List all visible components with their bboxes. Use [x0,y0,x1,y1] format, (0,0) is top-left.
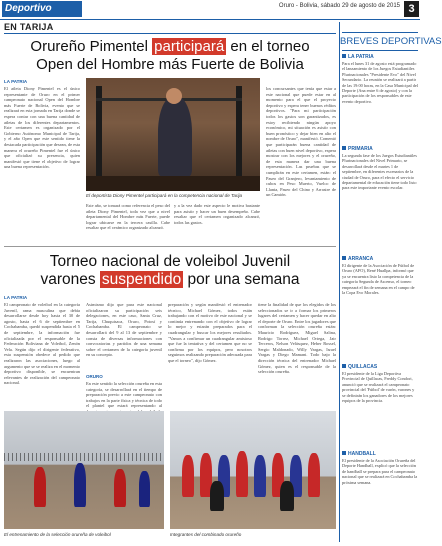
brief-head: ARRANCA [342,256,373,262]
bullet-square-icon [342,364,346,368]
brief-head: LA PATRIA [342,54,374,60]
article-column: El atleta Diony Pimentel es el único representante de Oruro en el primer campeonato nacional Open del Hombre más Fuerte de Bolivia, evento que se realizará en esta jornada en Tarija donde se espera contar con una buena cantidad de atletas de los diferentes departamentos. Este certamen es organizado por el Gobierno Autónomo Municipal de Tarija, y el año Open que este sentido tiene la destacada participación que desean, de esta manera el orureño Pimentel fue el único que oficializó su presencia, quien manifestó que tiene el objetivo de lograr una buena representación. [4,86,80,170]
bullet-square-icon [342,146,346,150]
headline-strongman-line2: Open del Hombre más Fuerte de Bolivia [36,56,304,73]
photo-caption: Integrantes del combinado orureño [170,532,242,537]
sidebar-title-rule [342,50,418,51]
photo-player [139,471,150,507]
bullet-square-icon [342,451,346,455]
article-column: Asimismo dijo que para este nacional oficializaron su participación seis delegaciones, en este caso, Santa Cruz, Tarija, Chuquisaca, Oruro, Potosí y Cochabamba. El campeonato se desarrollará del 9 al 13 de septiembre y consta de diversas informaciones con convocatorias y partidos de una semana sobre el certamen de la categoría juvenil en su concepto. [86,302,162,358]
byline: LA PATRIA [4,79,28,84]
dateline: Oruro - Bolivia, sábado 29 de agosto de 2015 [278,3,400,9]
subhead-oruro: ORURO [86,374,103,379]
bullet-square-icon [342,256,346,260]
page-header [0,0,420,20]
photo-athlete-head [166,88,182,104]
article-column: los concursantes que tenía que estar a este nacional que puede estar en al momento para el que el proyecto deportivo y espera tener buenos réditos deportivos. "Para mi participación todos los gastos son garantizados, es estoy recibiendo ningún apoyo económico, mi situación es asistir con buen pronóstico y dejar bien en alto el nombre de Oruro", manifestó. Comentó que participarán buena cantidad de atletas con buen nivel deportivo, espera mostrar con los mejores y el orureño, de esta manera dar una buena representación. Las pruebas que se cumplirán en este certamen, están: el Paseo del Granjero, levantamiento de cubos en Peso Muerto, Vuelco de Llanta, Paseo del Chino y Arrastre de un Camión. [266,86,336,198]
headline-volleyball-line2: varones suspendido por una semana [40,271,300,288]
article-column: El campeonato de voleibol en la categoría Juvenil, rama masculina que debía desarrollarse desde hoy hasta el 30 de agosto, hasta el 6 de septiembre en Cochabamba, quedó suspendida hasta el 5 de septiembre, la información fue oficializada por el responsable de la Federación Boliviana de Voleibol, Zenón Vela. Según dijo el dirigente federativo, esta suspensión obedece al pedido que realizaron las asociaciones, luego al argumento que se se realiza en el momento deportivo disponible, se encuentran relevantes de realización del campeonato nacional. [4,302,80,386]
sidebar-top-rule [342,32,418,33]
brief-text: El presidente de la Asociación Orureña del Deporte Handball, explicó que la selección de handball se prepara para el campeonato nacional que se realizará en Cochabamba la próxima semana. [342,458,418,485]
brief-text: El presidente de la Liga Deportiva Provincial de Quillacas, Freddy Condori, anunció que se realizará el campeonato provincial del 'Fútbol' de varón, varones y se definirán los ganadores de los mejores equipos de la provincia. [342,371,415,404]
photo-player [114,469,126,507]
newspaper-logo: Deportivo [2,1,82,17]
photo-net [4,453,164,461]
article-column: En este sentido la selección orureña en esta categoría, se desarrollará en el tiempo de preparación previo a este campeonato con trabajos en la parte física y técnica de todo el plantel que estará representando al [86,381,162,409]
article-column: y a la vez dado este aspecto le motiva bastante para asistir y hacer un buen desempeño. Cabe resaltar que el certamen organizado alcanzó, todos las gastos. [174,203,260,225]
page-number: 3 [404,1,419,17]
article-column: preparación y según manifestó el entrenador técnico, Michael Gómez, todos están trabajando con el motivo de este nacional y se continúa entrenando con el objetivo de lograr lo mejor y estarán preparados para el cuadrangular y buscar los mejores resultados. "Vamos a confirmar un cuadrangular amistoso que fue la tentativa y del certamen que no se confirma por los equipos, pero nosotros seguimos realizando preparación adecuada para que el torneo", dijo Gómez. [168,302,252,363]
header-rule [0,19,420,20]
photo-player [182,455,194,497]
article-column: Este año, se tomará como referencia el peso del atleta Diony Pimentel, toda vez que a nivel departamental del Hombre más Fuerte, puede lograr ubicarse en la tercera casilla. Cabe resaltar que el cerámico organizado alcanzó. [86,203,170,231]
byline: LA PATRIA [4,295,28,300]
brief-text: La segunda fase de los Juegos Estudiantiles Plurinacionales del Nivel Primario, se desarrollará desde el martes 1 de septiembre, en diferentes escenarios de la ciudad de Oruro, para el efecto el servicio departamental de educación tiene todo listo para este importante evento escolar. [342,153,417,191]
photo-athlete [158,96,192,176]
article-column: tiene la finalidad de que los elegidos de los seleccionados se ir a formar los primeros lugares del certamen y hacer quedar en alto el deporte de Oruro. Entre los jugadores que conforman la selección orureña están: Mauricio Rodríguez, Miguel Salina, Rodrigo Torrez, Michael Ortega, Jair Terceros, Nelson Velásquez, Heber Rossel, Sergio Maldonado, Willy Vargas, Israel Vargas y Diego Mamani. Todo bajo la dirección técnica del entrenador Michael Gómez, quien es el responsable de la selección orureña. [258,302,336,375]
headline-strongman-line1: Orureño Pimentel participará en el torneo [30,38,310,55]
photo-player [280,481,294,511]
photo-caption: El entrenamiento de la selección orureña de voleibol [4,532,111,537]
photo-player [210,481,224,511]
headline-volleyball-line1: Torneo nacional de voleibol Juvenil [49,253,291,270]
sidebar-title: BREVES DEPORTIVAS [340,36,442,47]
brief-head: QUILLACAS [342,364,377,370]
strongman-photo [86,78,260,191]
bullet-square-icon [342,54,346,58]
photo-player [236,451,248,497]
brief-text: Para el lunes 31 de agosto está programado el lanzamiento de los Juegos Estudiantiles Plurinacionales "Presidente Evo" del Nivel Secundario. La reunión se realizará a partir de las 19:00 horas, en la Casa Municipal del Deporte (Ana entre 6 de agosto) y con la participación de los responsables de este evento deportivo. [342,61,419,104]
sidebar-divider [339,22,340,542]
photo-player [308,453,320,497]
photo-player [74,463,86,507]
photo-player [254,455,266,497]
brief-head: PRIMARIA [342,146,373,152]
brief-text: El dirigente de la Asociación de Fútbol de Oruro (AFO), René Huallpa, informó que ya se encuentra listo la competencia de la categoría Segunda de Ascenso, el torneo empezará el fin de semana en el campo de la Copa Evo Morales. [342,263,415,296]
photo-player [34,467,46,507]
photo-caption: El deportista Diony Pimentel participará en la competencia nacional de Tarija [86,193,243,198]
photo-floor [86,176,260,191]
section-label: EN TARIJA [4,22,54,32]
story-divider [4,246,336,247]
volleyball-team-photo [170,411,336,529]
volleyball-training-photo [4,411,164,529]
brief-head: HANDBALL [342,451,376,457]
section-rule [4,33,336,34]
